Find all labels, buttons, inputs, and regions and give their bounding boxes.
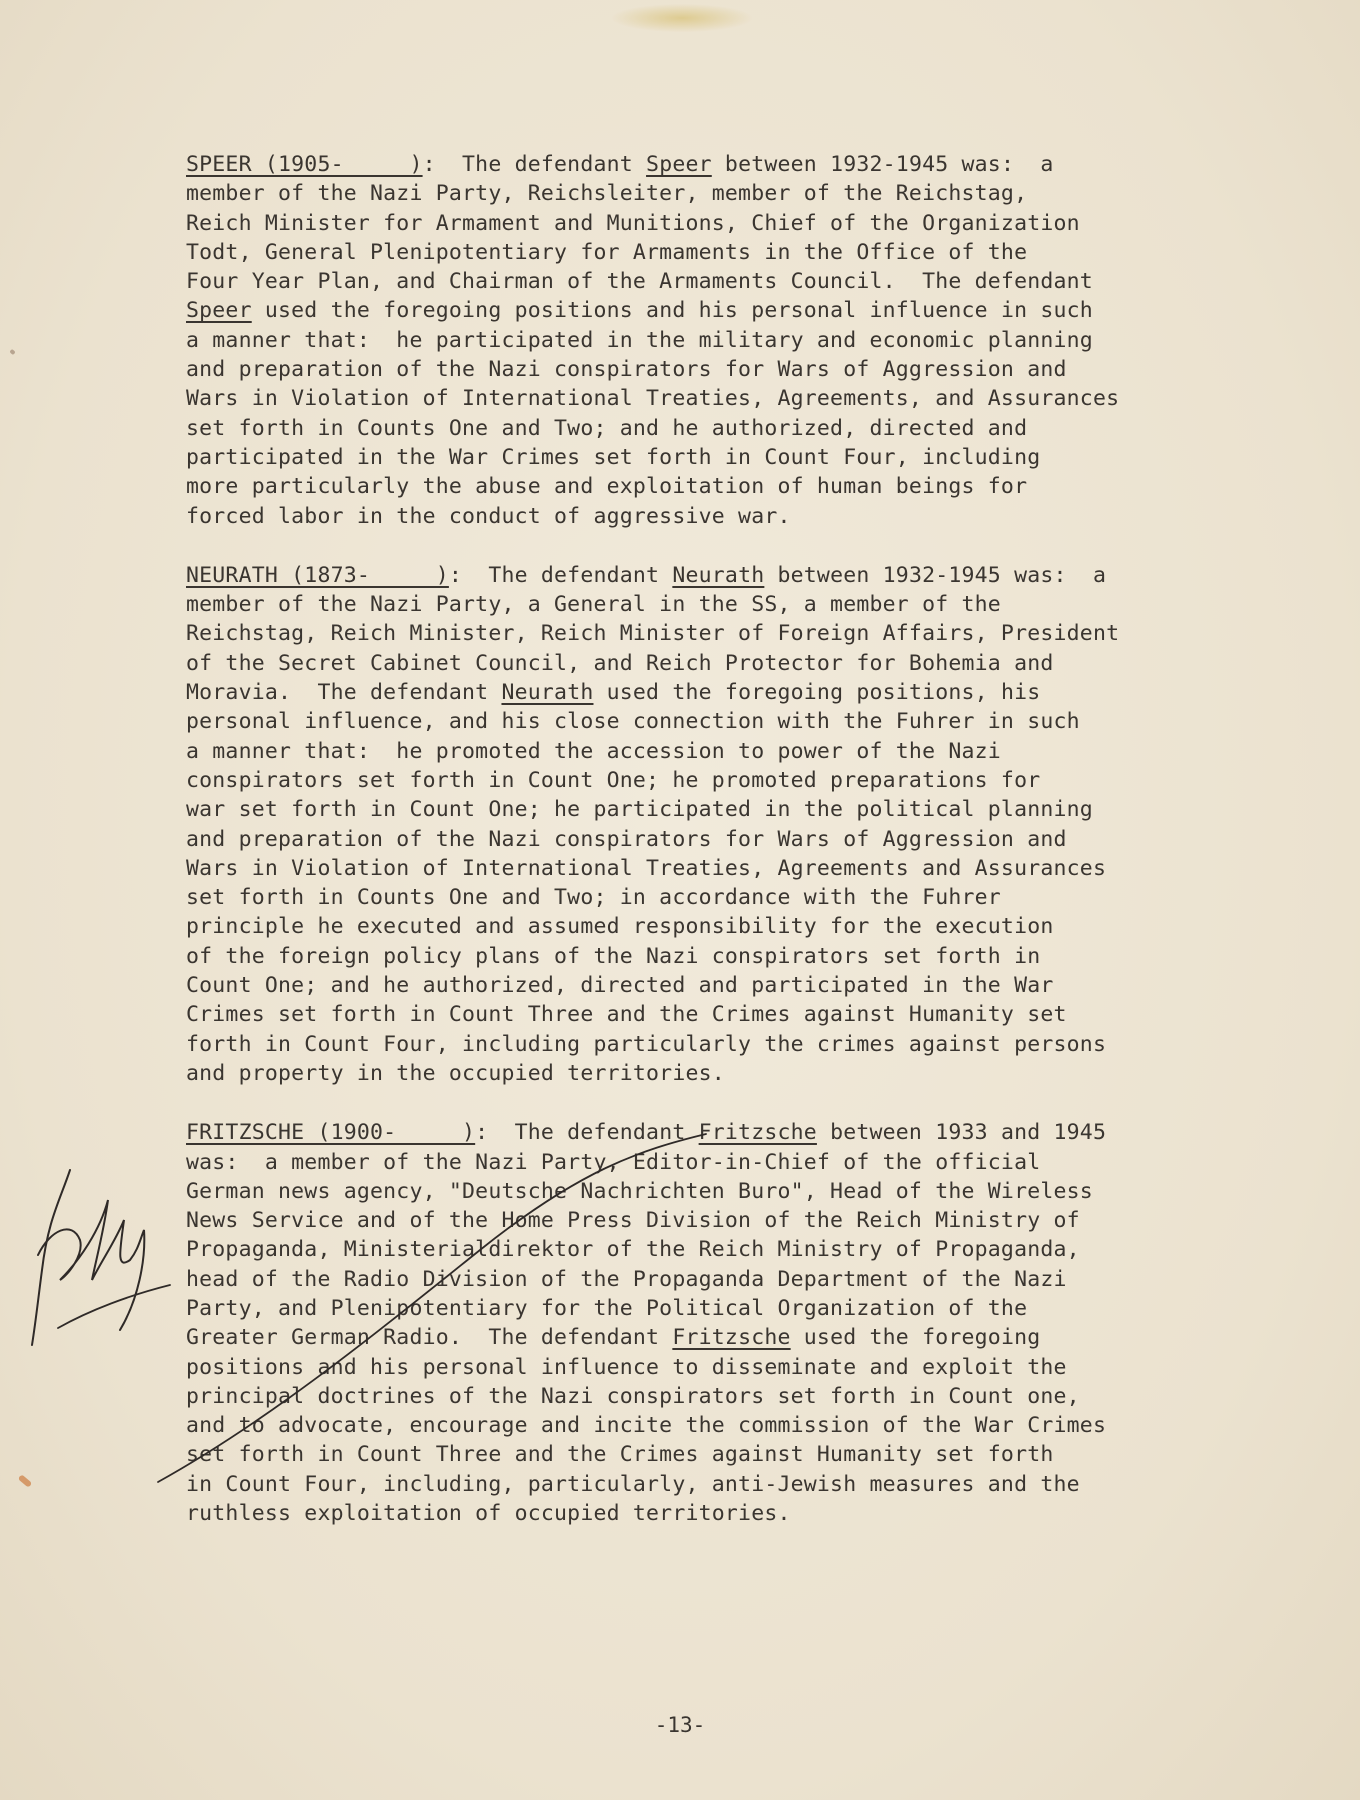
text-segment: forced labor in the conduct of aggressive war. <box>186 503 791 529</box>
text-line <box>186 209 1226 238</box>
page-number: -13- <box>654 1713 706 1737</box>
text-segment: Moravia. The defendant <box>186 680 502 706</box>
text-segment: Propaganda, Ministerialdirektor of the Reich Ministry of Propaganda, <box>186 1237 1080 1263</box>
paragraph-neurath <box>186 561 1226 1088</box>
text-segment: of the Secret Cabinet Council, and Reich Protector for Bohemia and <box>186 650 1054 676</box>
paper-mark <box>9 349 15 355</box>
underlined-text: NEURATH (1873- ) <box>186 562 449 588</box>
text-line <box>186 502 1226 531</box>
text-segment: ruthless exploitation of occupied territories. <box>186 1501 791 1527</box>
text-segment: forth in Count Four, including particularly the crimes against persons <box>186 1031 1107 1057</box>
underlined-text: Speer <box>646 152 712 177</box>
text-line <box>186 561 1226 590</box>
text-line <box>186 912 1226 941</box>
text-segment: between 1932-1945 was: a <box>764 562 1107 588</box>
text-segment: Reich Minister for Armament and Munitions, Chief of the Organization <box>186 210 1080 236</box>
text-segment: : The defendant <box>475 1120 699 1146</box>
text-segment: Reichstag, Reich Minister, Reich Minister of Foreign Affairs, President <box>186 621 1120 647</box>
text-line <box>186 1499 1226 1528</box>
text-segment: member of the Nazi Party, Reichsleiter, member of the Reichstag, <box>186 181 1028 207</box>
text-line <box>186 267 1226 296</box>
text-segment: News Service and of the Home Press Division of the Reich Ministry of <box>186 1208 1080 1234</box>
text-line <box>186 795 1226 824</box>
text-line <box>186 942 1226 971</box>
text-segment: more particularly the abuse and exploitation of human beings for <box>186 474 1028 500</box>
text-segment: Greater German Radio. The defendant <box>186 1325 673 1351</box>
text-line <box>186 472 1226 501</box>
text-line <box>186 971 1226 1000</box>
text-segment: Todt, General Plenipotentiary for Armaments in the Office of the <box>186 239 1028 265</box>
text-segment: Four Year Plan, and Chairman of the Armaments Council. The defendant <box>186 269 1093 295</box>
text-segment: German news agency, "Deutsche Nachrichten Buro", Head of the Wireless <box>186 1178 1093 1204</box>
pen-strike-line <box>150 1130 710 1490</box>
paragraph-speer <box>186 150 1226 531</box>
text-line <box>186 649 1226 678</box>
text-line <box>186 854 1226 883</box>
text-segment: principle he executed and assumed responsibility for the execution <box>186 914 1054 940</box>
text-segment: between 1932-1945 was: a <box>711 152 1054 177</box>
text-line <box>186 619 1226 648</box>
text-segment: Wars in Violation of International Treaties, Agreements, and Assurances <box>186 386 1120 412</box>
text-line <box>186 737 1226 766</box>
text-segment: Wars in Violation of International Treaties, Agreements and Assurances <box>186 855 1107 881</box>
text-segment: principal doctrines of the Nazi conspirators set forth in Count one, <box>186 1383 1080 1409</box>
text-line <box>186 825 1226 854</box>
text-segment: between 1933 and 1945 <box>816 1120 1107 1146</box>
text-segment: set forth in Count Three and the Crimes against Humanity set forth <box>186 1442 1054 1468</box>
text-line <box>186 355 1226 384</box>
text-segment: and property in the occupied territories. <box>186 1060 725 1086</box>
underlined-text: SPEER (1905- ) <box>186 152 423 177</box>
text-line <box>186 1059 1226 1088</box>
text-line <box>186 883 1226 912</box>
text-segment: : The defendant <box>448 562 673 588</box>
text-line <box>186 414 1226 443</box>
text-line <box>186 678 1226 707</box>
underlined-text: Neurath <box>501 680 594 706</box>
text-line <box>186 766 1226 795</box>
text-segment: used the foregoing positions and his personal influence in such <box>251 298 1093 324</box>
text-segment: Crimes set forth in Count Three and the Crimes against Humanity set <box>186 1002 1067 1028</box>
text-line <box>186 296 1226 325</box>
text-segment: of the foreign policy plans of the Nazi conspirators set forth in <box>186 943 1041 969</box>
text-segment: and to advocate, encourage and incite the commission of the War Crimes <box>186 1413 1107 1439</box>
text-line <box>186 384 1226 413</box>
text-segment: member of the Nazi Party, a General in the SS, a member of the <box>186 592 1001 618</box>
text-segment: used the foregoing <box>790 1325 1041 1351</box>
underlined-text: FRITZSCHE (1900- ) <box>186 1120 476 1146</box>
text-segment: set forth in Counts One and Two; in accordance with the Fuhrer <box>186 885 1001 911</box>
text-line <box>186 179 1226 208</box>
paper-mark <box>18 1474 33 1488</box>
text-line <box>186 707 1226 736</box>
text-segment: a manner that: he participated in the military and economic planning <box>186 327 1093 353</box>
text-line <box>186 150 1226 179</box>
text-segment: : The defendant <box>422 152 647 177</box>
text-segment: Party, and Plenipotentiary for the Political Organization of the <box>186 1295 1028 1321</box>
handwritten-signature <box>20 1160 180 1350</box>
text-line <box>186 238 1226 267</box>
underlined-text: Fritzsche <box>672 1325 791 1351</box>
text-segment: head of the Radio Division of the Propaganda Department of the Nazi <box>186 1266 1067 1292</box>
text-line <box>186 1000 1226 1029</box>
text-segment: was: a member of the Nazi Party, Editor-in-Chief of the official <box>186 1149 1041 1175</box>
text-line <box>186 1030 1226 1059</box>
paper-stain <box>612 4 752 32</box>
text-segment: and preparation of the Nazi conspirators for Wars of Aggression and <box>186 357 1067 383</box>
text-segment: a manner that: he promoted the accession to power of the Nazi <box>186 738 1001 764</box>
underlined-text: Fritzsche <box>698 1120 817 1146</box>
underlined-text: Neurath <box>672 562 765 588</box>
underlined-text: Speer <box>186 298 252 324</box>
text-segment: participated in the War Crimes set forth in Count Four, including <box>186 444 1041 470</box>
text-segment: Count One; and he authorized, directed and participated in the War <box>186 973 1054 999</box>
text-segment: and preparation of the Nazi conspirators for Wars of Aggression and <box>186 826 1067 852</box>
text-line <box>186 326 1226 355</box>
text-segment: conspirators set forth in Count One; he promoted preparations for <box>186 767 1041 793</box>
text-line <box>186 443 1226 472</box>
text-segment: in Count Four, including, particularly, anti-Jewish measures and the <box>186 1471 1080 1497</box>
text-segment: war set forth in Count One; he participated in the political planning <box>186 797 1093 823</box>
text-segment: used the foregoing positions, his <box>593 680 1041 706</box>
text-segment: set forth in Counts One and Two; and he authorized, directed and <box>186 415 1028 441</box>
text-line <box>186 590 1226 619</box>
text-segment: positions and his personal influence to disseminate and exploit the <box>186 1354 1067 1380</box>
text-segment: personal influence, and his close connection with the Fuhrer in such <box>186 709 1080 735</box>
